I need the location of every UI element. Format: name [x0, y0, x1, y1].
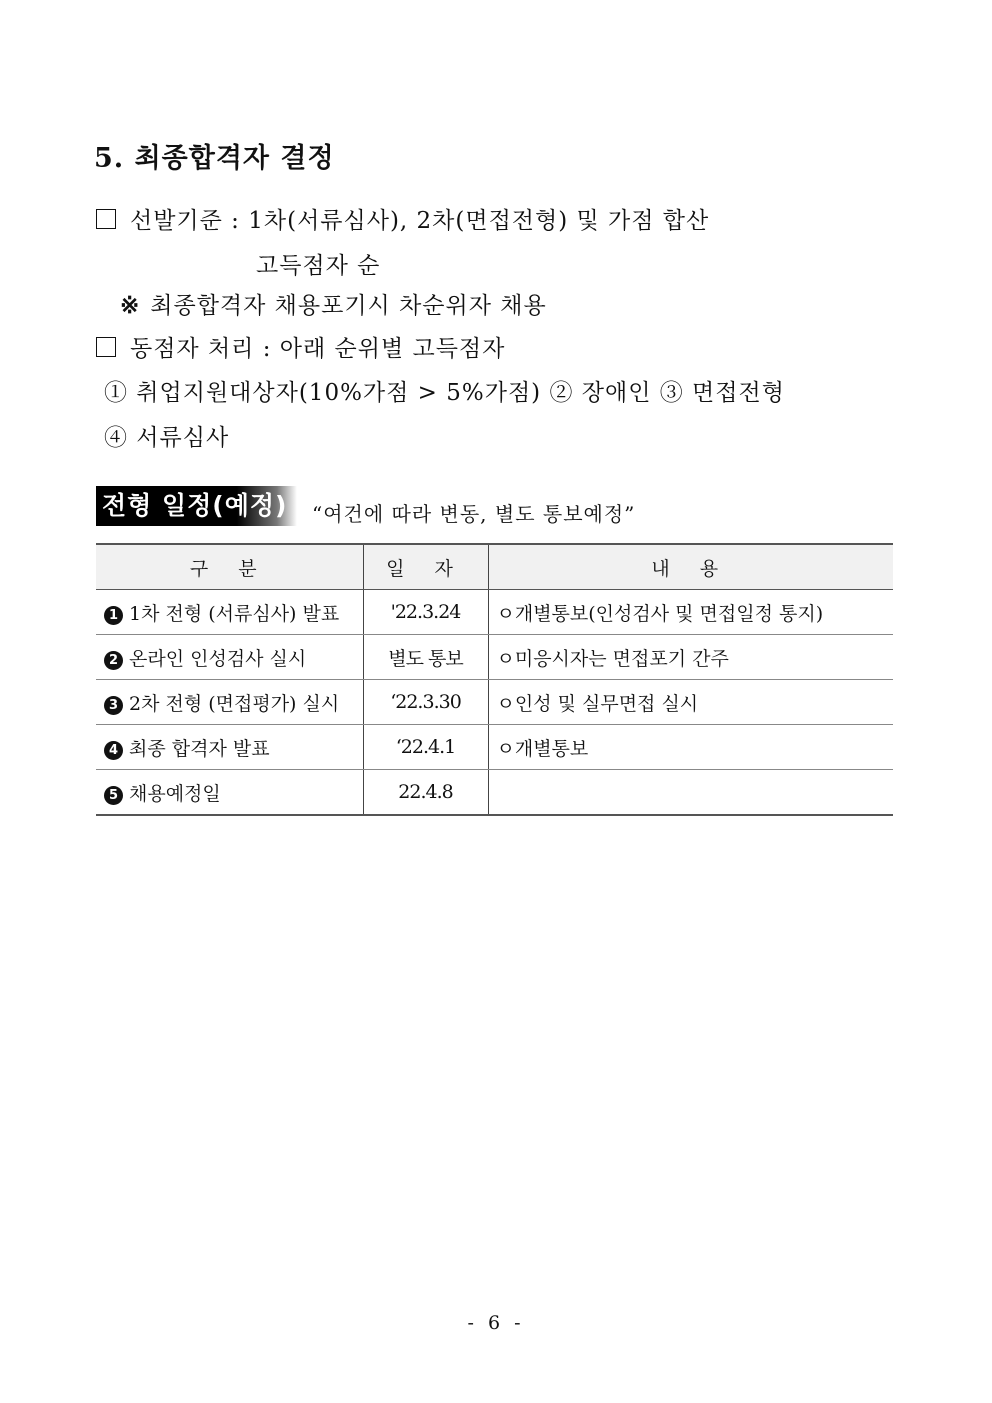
selection-criteria-continued: 고득점자 순 [256, 253, 381, 279]
criteria-line-tie [96, 330, 505, 363]
number-circle-icon: 1 [104, 606, 123, 625]
table-row [96, 635, 893, 680]
row-content: ㅇ인성 및 실무면접 실시 [488, 680, 893, 725]
row-item [96, 725, 363, 770]
table-row [96, 680, 893, 725]
number-circle-icon: 4 [104, 741, 123, 760]
row-item-text: 1차 전형 (서류심사) 발표 [129, 602, 340, 625]
row-content: ㅇ개별통보(인성검사 및 면접일정 통지) [488, 590, 893, 635]
table-row [96, 770, 893, 816]
note-text: 최종합격자 채용포기시 차순위자 채용 [150, 293, 547, 319]
table-row [96, 725, 893, 770]
header-category: 구 분 [96, 544, 363, 590]
row-item [96, 635, 363, 680]
checkbox-square-icon [96, 337, 116, 357]
row-date: 별도 통보 [363, 635, 488, 680]
checkbox-square-icon [96, 209, 116, 229]
row-date: ‘22.3.30 [363, 680, 488, 725]
row-item [96, 770, 363, 816]
row-content: ㅇ미응시자는 면접포기 간주 [488, 635, 893, 680]
header-date: 일 자 [363, 544, 488, 590]
tie-rule-text: 동점자 처리 : 아래 순위별 고득점자 [130, 336, 506, 362]
number-circle-icon: 3 [104, 696, 123, 715]
row-item-text: 채용예정일 [129, 782, 221, 805]
header-content: 내 용 [488, 544, 893, 590]
row-item [96, 590, 363, 635]
row-content [488, 770, 893, 816]
number-circle-icon: 5 [104, 786, 123, 805]
row-item-text: 2차 전형 (면접평가) 실시 [129, 692, 340, 715]
schedule-badge: 전형 일정(예정) [96, 486, 297, 526]
row-item [96, 680, 363, 725]
row-date: '22.3.24 [363, 590, 488, 635]
row-date: ‘22.4.1 [363, 725, 488, 770]
row-item-text: 최종 합격자 발표 [129, 737, 270, 760]
table-row [96, 590, 893, 635]
tie-priority-line-2: ④ 서류심사 [104, 425, 230, 451]
number-circle-icon: 2 [104, 651, 123, 670]
row-item-text: 온라인 인성검사 실시 [129, 647, 307, 670]
tie-priority-line-1: ① 취업지원대상자(10%가점 > 5%가점) ② 장애인 ③ 면접전형 [104, 380, 785, 406]
selection-criteria-text: 선발기준 : 1차(서류심사), 2차(면접전형) 및 가점 합산 [130, 208, 710, 234]
page-number: - 6 - [467, 1312, 525, 1334]
note-line [120, 287, 547, 320]
schedule-table [96, 543, 893, 816]
row-content: ㅇ개별통보 [488, 725, 893, 770]
row-date: 22.4.8 [363, 770, 488, 816]
criteria-line-selection [96, 202, 709, 235]
table-header-row [96, 544, 893, 590]
reference-mark-icon: ※ [120, 292, 141, 319]
schedule-note: “여건에 따라 변동, 별도 통보예정” [312, 502, 636, 526]
section-title: 5. 최종합격자 결정 [94, 143, 335, 174]
